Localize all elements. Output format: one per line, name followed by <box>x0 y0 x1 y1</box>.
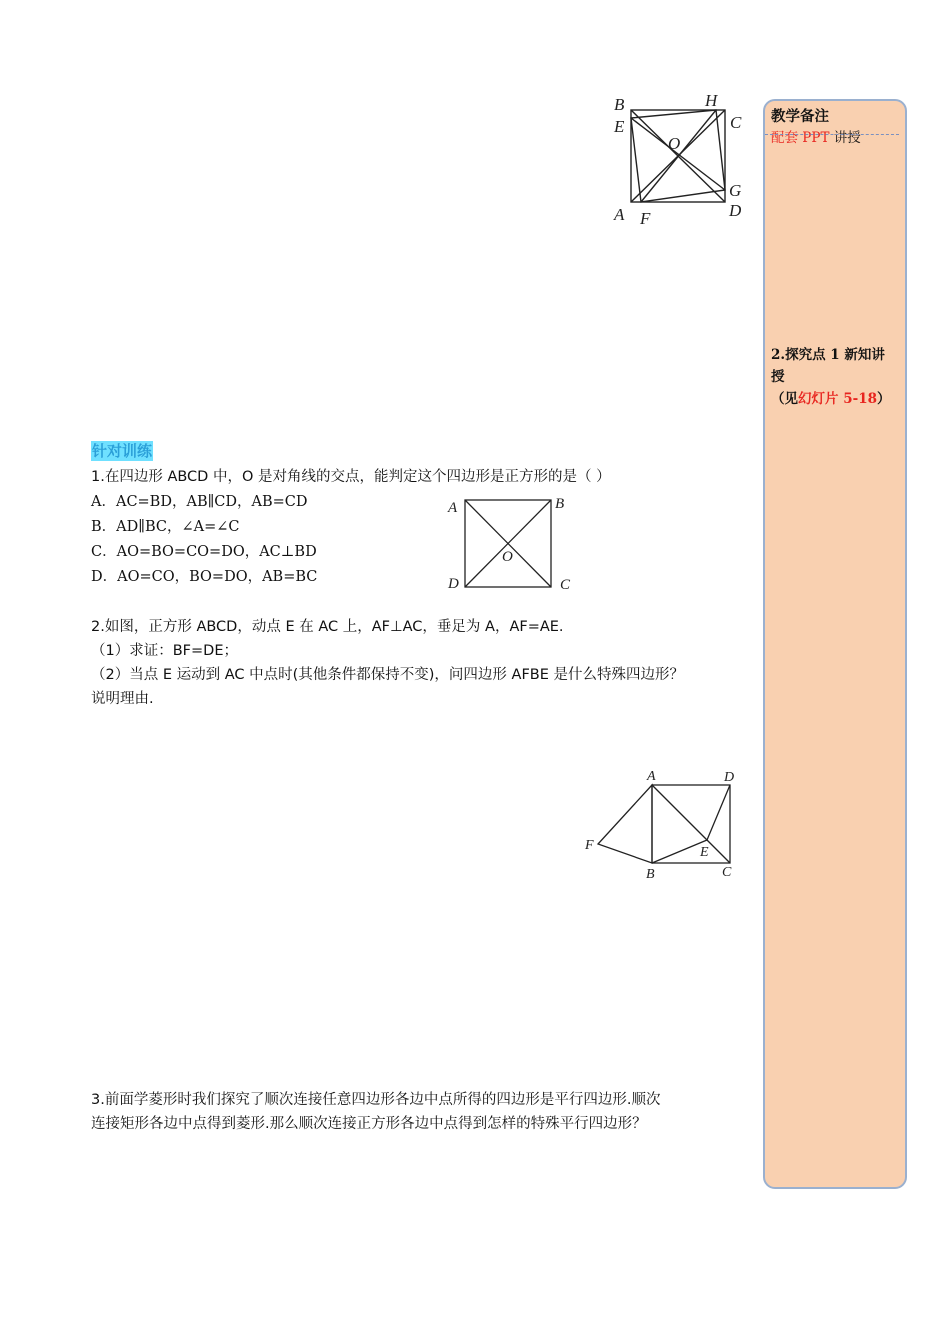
q1-label-b: B <box>555 496 565 512</box>
slides-link: 幻灯片 5-18 <box>798 391 877 407</box>
sidebar-item-2-slides <box>771 389 890 409</box>
q1-label-a: A <box>448 500 458 516</box>
sidebar-title: 教学备注 <box>771 109 829 125</box>
sidebar-ppt-note <box>771 128 861 148</box>
q1-option-c: C．AO=BO=CO=DO，AC⊥BD <box>91 544 317 560</box>
q2-label-d: D <box>724 770 735 785</box>
q1-option-a: A．AC=BD，AB∥CD，AB=CD <box>91 494 308 510</box>
label-c: C <box>730 113 742 132</box>
label-e: E <box>614 117 625 136</box>
q2-part2-cont: 说明理由. <box>91 691 154 707</box>
label-f: F <box>640 209 651 228</box>
ppt-link: 配套 PPT <box>771 130 830 146</box>
section-tag-practice: 针对训练 <box>92 442 153 460</box>
label-a: A <box>614 205 625 224</box>
q3-line2: 连接矩形各边中点得到菱形.那么顺次连接正方形各边中点得到怎样的特殊平行四边形？ <box>91 1116 647 1132</box>
sidebar-item-2-line2: 授 <box>771 369 785 385</box>
q3-line1: 3.前面学菱形时我们探究了顺次连接任意四边形各边中点所得的四边形是平行四边形.顺次 <box>91 1092 661 1108</box>
q2-label-e: E <box>700 845 709 860</box>
label-o: O <box>668 134 681 153</box>
q1-option-d: D．AO=CO，BO=DO，AB=BC <box>91 569 318 585</box>
q2-label-f: F <box>585 838 594 853</box>
label-b: B <box>614 95 625 114</box>
q2-label-c: C <box>722 865 732 880</box>
q2-part1: （1）求证：BF=DE； <box>91 643 238 659</box>
label-g: G <box>729 181 742 200</box>
q2-part2: （2）当点 E 运动到 AC 中点时(其他条件都保持不变)，问四边形 AFBE 是什么特殊四边形？ <box>91 667 685 683</box>
sidebar-item-2-line1: 2.探究点 1 新知讲 <box>771 347 885 363</box>
figure-square-efgh <box>608 88 758 228</box>
ppt-suffix: 讲授 <box>829 130 861 146</box>
q1-figure <box>440 490 580 595</box>
q2-label-a: A <box>647 769 656 784</box>
q1-option-b: B．AD∥BC，∠A=∠C <box>91 519 240 535</box>
paren-open: （见 <box>771 391 798 407</box>
q1-label-d: D <box>448 576 459 592</box>
q1-label-c: C <box>560 577 571 593</box>
q1-stem: 1.在四边形 ABCD 中，O 是对角线的交点，能判定这个四边形是正方形的是（ ） <box>91 469 611 485</box>
q2-stem: 2.如图，正方形 ABCD，动点 E 在 AC 上，AF⊥AC，垂足为 A，AF=AE. <box>91 619 564 635</box>
q1-label-o: O <box>502 549 513 565</box>
label-h: H <box>705 91 718 110</box>
label-d: D <box>729 201 742 220</box>
q2-figure <box>580 765 740 885</box>
teaching-notes-sidebar <box>763 99 907 1189</box>
paren-close: ） <box>876 391 891 407</box>
sidebar-divider <box>765 134 899 135</box>
q2-label-b: B <box>646 867 655 882</box>
